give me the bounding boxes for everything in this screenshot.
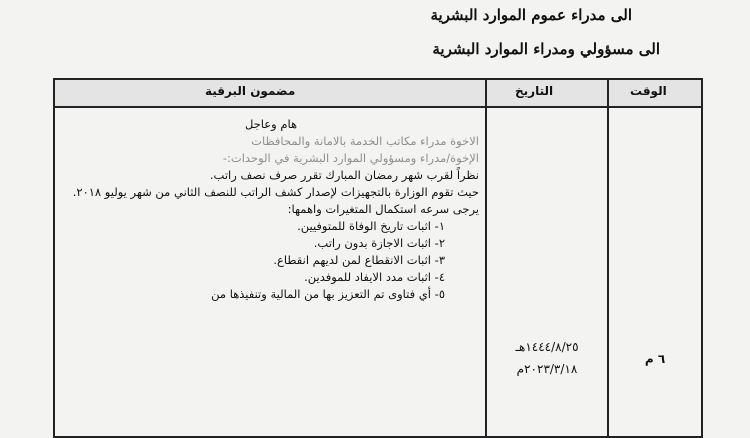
table-header-row bbox=[55, 80, 701, 108]
paragraph-1: نظراً لقرب شهر رمضان المبارك تقرر صرف نصف راتب. bbox=[209, 168, 479, 182]
addressee-line-1: الى مدراء عموم الموارد البشرية bbox=[430, 6, 632, 24]
header-date: التاريخ bbox=[515, 84, 554, 98]
time-value: ٦ م bbox=[644, 352, 666, 366]
paragraph-3: يرجى سرعه استكمال المتغيرات واهمها: bbox=[287, 202, 479, 216]
column-divider bbox=[607, 80, 609, 436]
list-item: ٥- أي فتاوى تم التعزيز بها من المالية وتنفيذها من bbox=[211, 287, 445, 301]
date-cell bbox=[495, 336, 599, 380]
telegram-content bbox=[63, 116, 479, 303]
recipient-line-1: الاخوة مدراء مكاتب الخدمة بالامانة والمحافظات bbox=[251, 134, 479, 148]
addressee-line-2: الى مسؤولي ومدراء الموارد البشرية bbox=[432, 40, 660, 58]
list-item: ٢- اثبات الاجازة بدون راتب. bbox=[313, 236, 445, 250]
list-item: ٤- اثبات مدد الايفاد للموفدين. bbox=[304, 270, 445, 284]
date-hijri: ١٤٤٤/٨/٢٥هـ bbox=[515, 340, 579, 354]
list-item: ٣- اثبات الانقطاع لمن لديهم انقطاع. bbox=[273, 253, 445, 267]
recipient-line-2: الإخوة/مدراء ومسؤولي الموارد البشرية في الوحدات:- bbox=[222, 151, 479, 165]
column-divider bbox=[485, 80, 487, 436]
requirements-list bbox=[63, 218, 479, 303]
header-time: الوقت bbox=[630, 84, 667, 98]
paragraph-2: حيث تقوم الوزارة بالتجهيزات لإصدار كشف الراتب للنصف الثاني من شهر يوليو ٢٠١٨. bbox=[72, 185, 479, 199]
header-content: مضمون البرقية bbox=[205, 84, 296, 98]
urgent-label: هام وعاجل bbox=[244, 117, 298, 131]
list-item: ١- اثبات تاريخ الوفاة للمتوفيين. bbox=[297, 219, 445, 233]
telegram-table bbox=[53, 78, 703, 438]
date-gregorian: ٢٠٢٣/٣/١٨م bbox=[516, 362, 578, 376]
